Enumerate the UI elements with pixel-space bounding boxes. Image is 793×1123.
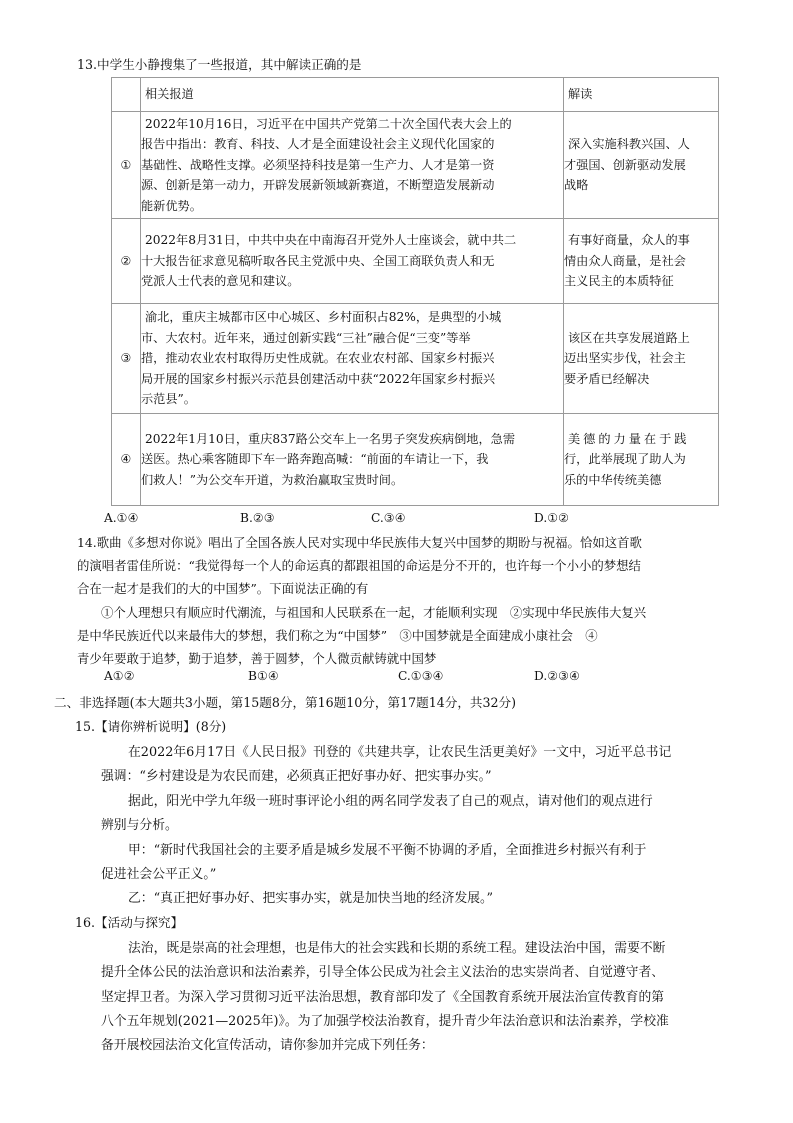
q16-line: 法治，既是崇高的社会理想，也是伟大的社会实践和长期的系统工程。建设法治中国，需要不断	[128, 941, 666, 956]
reports-table	[111, 77, 719, 506]
report-cell	[141, 414, 564, 506]
row-number: ④	[112, 414, 141, 506]
row-number: ①	[112, 112, 141, 219]
row-number: ③	[112, 304, 141, 414]
table-header-interp: 解读	[564, 78, 719, 112]
table-row	[112, 414, 719, 506]
interp-line: 战略	[564, 178, 589, 193]
q16-line: 提升全体公民的法治意识和法治素养，引导全体公民成为社会主义法治的忠实崇尚者、自觉遵守者、	[101, 965, 665, 980]
interp-cell	[564, 112, 719, 219]
report-line: 基础性、战略性支撑。必须坚持科技是第一生产力、人才是第一资	[141, 157, 495, 172]
q14-line: 青少年要敢于追梦，勤于追梦，善于圆梦，个人微贡献铸就中国梦	[77, 651, 437, 666]
q15-line: 促进社会公平正义。”	[101, 867, 217, 882]
table-header-blank	[112, 78, 141, 112]
q16-line: 坚定捍卫者。为深入学习贯彻习近平法治思想，教育部印发了《全国教育系统开展法治宣传教育的第	[101, 990, 665, 1005]
interp-line: 有事好商量，众人的事	[568, 233, 690, 248]
interp-line: 美德的力量在于践	[568, 431, 690, 446]
q14-line: 合在一起才是我们的大的中国梦”。下面说法正确的有	[77, 581, 369, 596]
report-line: 措，推动农业农村取得历史性成就。在农业农村部、国家乡村振兴	[141, 351, 495, 366]
interp-cell	[564, 414, 719, 506]
q15-line: 据此，阳光中学九年级一班时事评论小组的两名同学发表了自己的观点，请对他们的观点进行	[128, 794, 653, 809]
option-a[interactable]: A①②	[104, 669, 135, 683]
option-c[interactable]: C.①③④	[398, 669, 444, 683]
interp-line: 行，此举展现了助人为	[564, 452, 686, 467]
q15-line: 乙：“真正把好事办好、把实事办实，就是加快当地的经济发展。”	[128, 891, 493, 906]
table-header-row	[112, 78, 719, 112]
report-cell	[141, 112, 564, 219]
q16-line: 八个五年规划(2021—2025年)》。为了加强学校法治教育，提升青少年法治意识和法治素养，学校准	[101, 1014, 669, 1029]
q15-line: 在2022年6月17日《人民日报》刊登的《共建共享，让农民生活更美好》一文中，习近平总书记	[128, 745, 672, 760]
report-cell	[141, 304, 564, 414]
q15-line: 强调：“乡村建设是为农民而建，必须真正把好事办好、把实事办实。”	[101, 769, 492, 784]
interp-cell	[564, 304, 719, 414]
report-line: 源、创新是第一动力，开辟发展新领域新赛道，不断塑造发展新动	[141, 178, 495, 193]
report-line: 报告中指出：教育、科技、人才是全面建设社会主义现代化国家的	[141, 137, 495, 152]
report-line: 渝北，重庆主城都市区中心城区、乡村面积占82%，是典型的小城	[145, 310, 502, 325]
interp-cell	[564, 219, 719, 304]
report-line: 党派人士代表的意见和建议。	[141, 274, 300, 289]
interp-line: 该区在共享发展道路上	[568, 330, 690, 345]
q15-line: 辨别与分析。	[101, 818, 178, 833]
q14-line: 的演唱者雷佳所说：“我觉得每一个人的命运真的都跟祖国的命运是分不开的，也许每一个小小的梦想结	[77, 558, 641, 573]
interp-line: 深入实施科教兴国、人	[568, 137, 690, 152]
report-line: 局开展的国家乡村振兴示范县创建活动中获“2022年国家乡村振兴	[141, 371, 496, 386]
interp-line: 情由众人商量，是社会	[564, 253, 686, 268]
option-d[interactable]: D.②③④	[534, 669, 580, 683]
option-a[interactable]: A.①④	[104, 511, 139, 525]
table-row	[112, 304, 719, 414]
interp-line: 迈出坚实步伐，社会主	[564, 351, 686, 366]
q13-stem: 13.中学生小静搜集了一些报道，其中解读正确的是	[77, 57, 362, 72]
q16-line: 备开展校园法治文化宣传活动，请你参加并完成下列任务：	[101, 1038, 434, 1053]
option-b[interactable]: B.②③	[240, 511, 275, 525]
table-row	[112, 112, 719, 219]
interp-line: 乐的中华传统美德	[564, 472, 662, 487]
report-line: 2022年8月31日，中共中央在中南海召开党外人士座谈会，就中共二	[145, 233, 517, 248]
q15-title: 15.【请你辨析说明】(8分)	[75, 719, 227, 734]
interp-line: 主义民主的本质特征	[564, 274, 674, 289]
section-heading: 二、非选择题(本大题共3小题，第15题8分，第16题10分，第17题14分，共32分)	[54, 695, 517, 710]
q16-title: 16.【活动与探究】	[75, 915, 184, 930]
report-line: 十大报告征求意见稿听取各民主党派中央、全国工商联负责人和无	[141, 253, 495, 268]
report-line: 2022年1月10日，重庆837路公交车上一名男子突发疾病倒地，急需	[145, 431, 516, 446]
q14-line: ①个人理想只有顺应时代潮流，与祖国和人民联系在一起，才能顺利实现 ②实现中华民族伟大复兴	[101, 605, 647, 620]
q15-line: 甲：“新时代我国社会的主要矛盾是城乡发展不平衡不协调的矛盾，全面推进乡村振兴有利于	[128, 843, 647, 858]
report-line: 送医。热心乘客随即下车一路奔跑高喊：“前面的车请让一下，我	[141, 452, 489, 467]
table-header-report: 相关报道	[141, 78, 564, 112]
interp-line: 才强国、创新驱动发展	[564, 157, 686, 172]
report-line: 2022年10月16日，习近平在中国共产党第二十次全国代表大会上的	[145, 116, 512, 131]
row-number: ②	[112, 219, 141, 304]
option-b[interactable]: B①④	[248, 669, 279, 683]
q14-line: 是中华民族近代以来最伟大的梦想，我们称之为“中国梦” ③中国梦就是全面建成小康社会 ④	[77, 628, 598, 643]
report-cell	[141, 219, 564, 304]
q14-line: 14.歌曲《多想对你说》唱出了全国各族人民对实现中华民族伟大复兴中国梦的期盼与祝福。恰如这首歌	[77, 535, 642, 550]
report-line: 市、大农村。近年来，通过创新实践“三社”融合促“三变”等举	[141, 330, 471, 345]
interp-line: 要矛盾已经解决	[564, 371, 650, 386]
report-line: 示范县”。	[141, 392, 196, 407]
option-d[interactable]: D.①②	[534, 511, 570, 525]
report-line: 们救人！”为公交车开道，为救治赢取宝贵时间。	[141, 472, 404, 487]
report-line: 能新优势。	[141, 198, 202, 213]
option-c[interactable]: C.③④	[371, 511, 406, 525]
table-row	[112, 219, 719, 304]
